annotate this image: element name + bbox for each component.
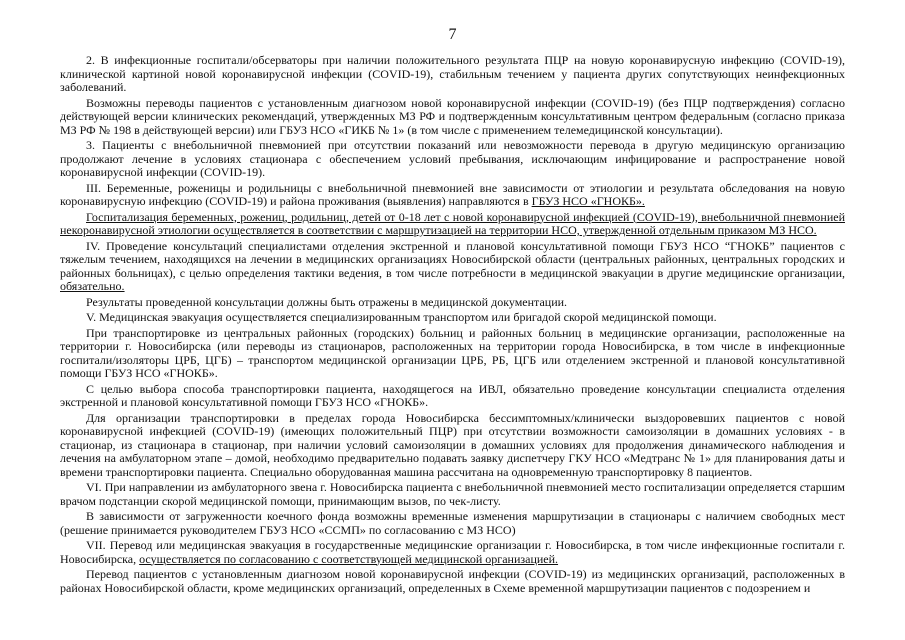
paragraph [60,510,845,537]
page-number: 7 [448,26,457,43]
underlined-text: Госпитализация беременных, рожениц, родильниц, детей от 0-18 лет с новой коронавирусной инфекцией (COVID-19), внебольничной пневмонией некоронавирусной этиологии осуществляется в соответствии с маршрутизацией на территории НСО, утвержденной отдельным приказом МЗ НСО. [60,209,845,237]
paragraph-text: 3. Пациенты с внебольничной пневмонией при отсутствии показаний или невозможности перевода в другую медицинскую организацию продолжают лечение в условиях стационара с обеспечением условий пребывания, исключающим инфицирование и распространение новой коронавирусной инфекции (COVID-19). [60,138,845,179]
paragraph [60,539,845,566]
paragraph-text: IV. Проведение консультаций специалистами отделения экстренной и плановой консультативной помощи ГБУЗ НСО “ГНОКБ” пациентов с тяжелым течением, находящихся на лечении в медицинских организациях Новосибирской области (центральных районных, центральных городских и районных больницах), с целью определения тактики ведения, в том числе потребности в медицинской эвакуации в другие медицинские организации, [60,238,845,280]
paragraph-text: V. Медицинская эвакуация осуществляется специализированным транспортом или бригадой скорой медицинской помощи. [86,310,717,324]
paragraph [60,139,845,180]
paragraph-text: VII. Перевод или медицинская эвакуация в государственные медицинские организации г. Новосибирска, в том числе инфекционные госпитали г. Новосибирска, [60,538,845,566]
paragraph [60,296,845,310]
paragraph-text: При транспортировке из центральных районных (городских) больниц и районных больниц в медицинские организации, расположенные на территории г. Новосибирска (или переводы из стационаров, расположенных на территории города Новосибирска, в том числе в инфекционные госпитали/изоляторы ЦРБ, ЦГБ) – транспортом медицинской организации ЦРБ, РБ, ЦГБ или отделением экстренной и плановой консультативной помощи ГБУЗ НСО «ГНОКБ». [60,325,845,380]
paragraph [60,97,845,138]
paragraph [60,481,845,508]
paragraph [60,240,845,294]
paragraph-text: Возможны переводы пациентов с установленным диагнозом новой коронавирусной инфекции (COVID-19) (без ПЦР подтверждения) согласно действующей версии клинических рекомендаций, утвержденных МЗ РФ и подтвержденным консультативным центром федеральным (согласно приказа МЗ РФ № 198 в действующей версии) или ГБУЗ НСО «ГИКБ № 1» (в том числе с применением телемедицинской консультации). [60,95,845,137]
paragraph-text: VI. При направлении из амбулаторного звена г. Новосибирска пациента с внебольничной пневмонией место госпитализации определяется старшим врачом подстанции скорой медицинской помощи, принимающим вызов, по чек-листу. [60,480,845,508]
paragraph [60,383,845,410]
paragraph-text: III. Беременные, роженицы и родильницы с внебольничной пневмонией вне зависимости от этиологии и результата обследования на новую коронавирусную инфекцию (COVID-19) и района проживания (выявления) направляются в [60,180,845,208]
paragraph-text: В зависимости от загруженности коечного фонда возможны временные изменения маршрутизации в стационары с наличием свободных мест (решение принимается руководителем ГБУЗ НСО «ССМП» по согласованию с МЗ НСО) [60,509,845,537]
paragraph [60,54,845,95]
underlined-text: обязательно. [60,279,125,293]
paragraph [60,211,845,238]
document-body [60,54,845,595]
paragraph-text: 2. В инфекционные госпитали/обсерваторы при наличии положительного результата ПЦР на новую коронавирусную инфекцию (COVID-19), клинической картиной новой коронавирусной инфекции (COVID-19), стабильным течением у пациента других сопутствующих неинфекционных заболеваний. [60,53,845,94]
paragraph [60,182,845,209]
paragraph [60,568,845,595]
paragraph [60,327,845,381]
paragraph-text: Для организации транспортировки в пределах города Новосибирска бессимптомных/клинически выздоровевших пациентов с новой коронавирусной инфекцией (COVID-19) (имеющих положительный ПЦР) при отсутствии возможности самоизоляции в домашних условиях - в стационар, из стационара в стационар, при наличии условий самоизоляции в домашних условиях для продолжения динамического наблюдения и лечения на амбулаторном этапе – домой, необходимо предварительно подавать заявку диспетчеру ГКУ НСО «Медтранс № 1» для планирования даты и времени транспортировки пациента. Специально оборудованная машина рассчитана на одновременную транспортировку 8 пациентов. [60,410,845,479]
paragraph [60,311,845,325]
underlined-text: ГБУЗ НСО «ГНОКБ». [531,194,645,208]
paragraph-text: Результаты проведенной консультации должны быть отражены в медицинской документации. [86,294,568,309]
paragraph [60,412,845,480]
paragraph-text: Перевод пациентов с установленным диагнозом новой коронавирусной инфекции (COVID-19) из медицинских организаций, расположенных в районах Новосибирской области, кроме медицинских организаций, определенных в Схеме временной маршрутизации пациентов с подозрением и [60,567,845,595]
underlined-text: осуществляется по согласованию с соответствующей медицинской организацией. [139,551,559,566]
paragraph-text: С целью выбора способа транспортировки пациента, находящегося на ИВЛ, обязательно проведение консультации специалиста отделения экстренной и плановой консультативной помощи ГБУЗ НСО «ГНОКБ». [60,381,845,409]
